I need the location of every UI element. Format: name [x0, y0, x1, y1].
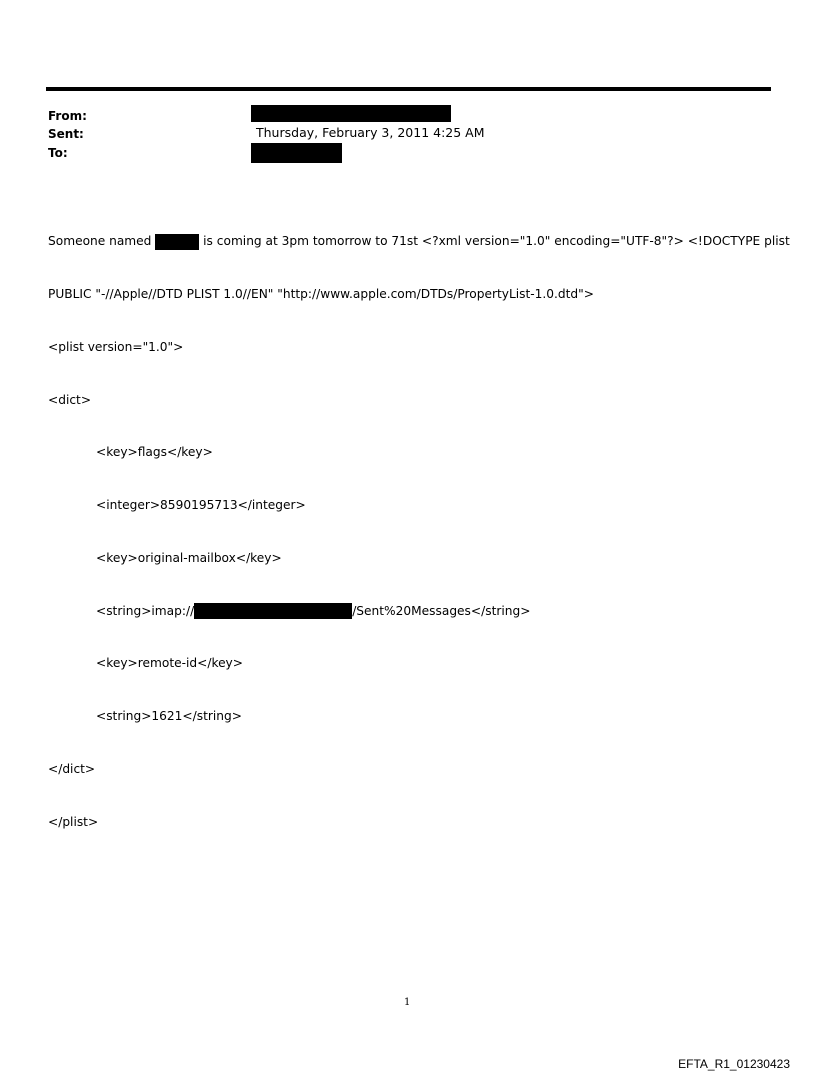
- redacted-from-value: [251, 105, 451, 122]
- redacted-name: [155, 234, 199, 250]
- body-text-segment: /Sent%20Messages</string>: [352, 603, 531, 618]
- body-line: <integer>8590195713</integer>: [96, 498, 306, 513]
- sent-value: Thursday, February 3, 2011 4:25 AM: [256, 125, 485, 140]
- email-body: [48, 198, 790, 849]
- to-label: To:: [48, 146, 68, 160]
- body-line: <plist version="1.0">: [48, 339, 184, 354]
- body-line: </plist>: [48, 814, 99, 829]
- body-line: [48, 233, 790, 251]
- body-line: <key>original-mailbox</key>: [96, 550, 282, 565]
- body-line: [48, 603, 778, 621]
- redacted-email-address: [194, 603, 352, 619]
- body-line: <string>1621</string>: [96, 709, 242, 724]
- body-text-segment: is coming at 3pm tomorrow to 71st <?xml version="1.0" encoding="UTF-8"?> <!DOCTYPE plist: [199, 234, 790, 249]
- page-number: 1: [404, 997, 411, 1008]
- body-line: <key>remote-id</key>: [96, 656, 243, 671]
- body-line: <dict>: [48, 392, 92, 407]
- body-line: </dict>: [48, 762, 96, 776]
- from-label: From:: [48, 109, 87, 123]
- header-rule: [46, 87, 771, 91]
- body-line: <key>flags</key>: [96, 445, 213, 460]
- body-text-segment: Someone named: [48, 234, 156, 249]
- body-line: PUBLIC "-//Apple//DTD PLIST 1.0//EN" "http://www.apple.com/DTDs/PropertyList-1.0.dtd">: [48, 286, 594, 301]
- redacted-to-value: [251, 143, 342, 163]
- sent-label: Sent:: [48, 127, 84, 141]
- body-text-segment: <string>imap://: [96, 603, 195, 618]
- document-id: EFTA_R1_01230423: [678, 1057, 790, 1071]
